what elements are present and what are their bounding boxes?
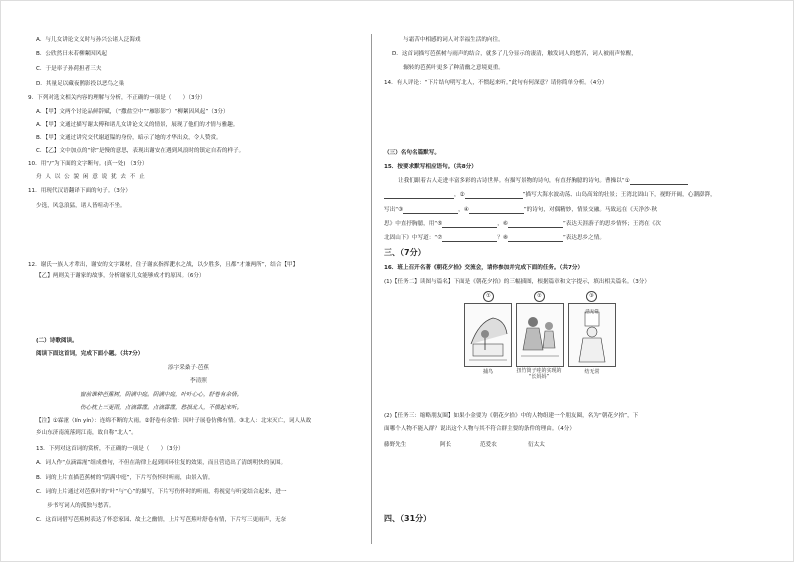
q16-stem: 16．班上召开名著《朝花夕拾》交流会，请你参加并完成下面的任务。（共7分） bbox=[384, 265, 584, 271]
q9-option-b: B．【甲】文通过讲究交代谢道韫的身份，暗示了她的才华出众，令人赞赏。 bbox=[36, 135, 222, 141]
q13-option-c-cont: 步书写词人的孤独与愁苦。 bbox=[36, 503, 115, 509]
blank-3[interactable] bbox=[403, 207, 458, 214]
poem-author: 李清照 bbox=[190, 378, 207, 384]
q15-text-10: 北固山下》中写道：“⑦ bbox=[384, 235, 443, 241]
card-3-caption: 结无常 bbox=[584, 369, 600, 375]
q16-task2-line2: 面哪个人物不能入群？说出这个人物与其不符合群主要的条件的理由。（4分） bbox=[384, 426, 575, 432]
blank-4[interactable] bbox=[469, 207, 524, 214]
q15-text-12: ”表达思乡之情。 bbox=[562, 235, 605, 241]
q13-option-c: C．词的上片通过对芭蕉叶的“叶”与“心”的描写，下片写伤怀时的听雨，将视觉与听觉结合起来，进一 bbox=[36, 489, 287, 495]
card-2-number: ② bbox=[534, 291, 545, 302]
q11-stem: 11．用现代汉语翻译下面的句子。（3分） bbox=[28, 188, 131, 194]
illustration-card-2 bbox=[516, 303, 564, 367]
note-line-1: 【注】①霖霪（lín yín）：连绵不断的大雨。②舒卷有余情：因叶子展卷仿佛有情。③北人：北宋灭亡，词人从故 bbox=[36, 418, 312, 424]
card-1-number: ① bbox=[483, 291, 494, 302]
note-line-2: 乡山东济南流落到江南，故自称“北人”。 bbox=[36, 430, 137, 436]
blank-5[interactable] bbox=[442, 221, 497, 228]
q10-text: 舟 人 以 公 貌 闲 意 说 犹 去 不 止 bbox=[36, 174, 146, 180]
q15-text-3: ”描写大海水波动荡、山岛高耸的壮景；王湾北固山下，视野开阔，心潮澎湃， bbox=[522, 192, 716, 198]
q15-text-4: 写出“③ bbox=[384, 207, 404, 213]
blank-8[interactable] bbox=[508, 235, 563, 242]
q10-stem: 10．用“/”为下面的文字断句。(真一处) （3分） bbox=[28, 161, 148, 167]
illustration-card-3 bbox=[568, 303, 616, 367]
q13-option-b: B．词的上片直描芭蕉树的“阴满中庭”，下片写伤怀时听雨，由景入情。 bbox=[36, 475, 214, 481]
q15-text-7: 思》中直抒胸臆，用“⑤ bbox=[384, 221, 443, 227]
card-2-caption: 扭竹筒子哇的实现的 “长妈妈” bbox=[516, 368, 562, 380]
blank-2[interactable] bbox=[465, 192, 523, 199]
q8-option-d: D．其量足以藏夜鹊影投以恶鸟之巢 bbox=[36, 81, 125, 87]
part4-title: 四、（31分） bbox=[384, 514, 432, 523]
blank-6[interactable] bbox=[508, 221, 563, 228]
q11-text: 少选，风急浪猛，诸人皆喧动不坐。 bbox=[36, 203, 126, 209]
bird-catching-illustration bbox=[465, 304, 511, 366]
section-dictation-title: （三）名句名篇默写。 bbox=[384, 150, 440, 156]
q16-task1: (1)【任务二】读图与篇名】下面是《朝花夕拾》的三幅插图，根据篇章和文字提示，填出相关篇名。（3分） bbox=[384, 279, 650, 285]
card-3-number: ③ bbox=[586, 291, 597, 302]
wuchang-sign: 活无常 bbox=[585, 310, 599, 315]
part3-title: 三、（7分） bbox=[384, 248, 426, 257]
q15-text-11: ？⑧ bbox=[497, 235, 508, 241]
q15-text-9: ”表达天涯游子的思乡情怀；王湾在《次 bbox=[562, 221, 661, 227]
q13-stem: 13．下列对这首词的赏析，不正确的一项是（ ）（3分） bbox=[36, 446, 184, 452]
column-divider bbox=[371, 34, 372, 544]
q9-option-a: A．【甲】文通过描写谢太傅和诸儿女讲论文义的情景，展现了他们的才情与雅趣。 bbox=[36, 122, 239, 128]
person-1: 藤野先生 bbox=[384, 442, 407, 448]
q15-line5 bbox=[384, 235, 605, 242]
q9-option-c: C．【乙】文中加点的“徐”是慢的意思，表现出谢安在遇到风浪时的镇定自若的样子。 bbox=[36, 148, 245, 154]
q15-text-2: ，② bbox=[454, 192, 465, 198]
q12-line1: 12．谢氏一族人才辈出，谢安的文字课材，住子谢玄指挥淝水之战，以少胜多，且都“才兼两所”，结合【甲】 bbox=[28, 262, 299, 268]
q8-option-a: A．与儿女讲论文义时与孙兴公诸人泛海戏 bbox=[36, 37, 141, 43]
section-poetry-instruction: 阅读下面这首词，完成下面小题。（共7分） bbox=[36, 351, 144, 357]
blank-1-cont[interactable] bbox=[384, 192, 454, 199]
card-1-caption: 捕鸟 bbox=[482, 369, 493, 375]
q15-text-1: 让我们跟着古人走进丰富多彩的古诗世界。有描写景物的诗句，有直抒胸臆的诗句。曹操以“① bbox=[398, 178, 630, 184]
q16-task2-line1: (2)【任务三：缩略朋友圈】如果小金要为《朝花夕拾》中的人物组建一个朋友圈，名为“朝花夕拾”，下 bbox=[384, 413, 639, 419]
q15-stem: 15．按要求默写相应语句。（共8分） bbox=[384, 164, 477, 170]
poem-line-1: 窗前谁种芭蕉树，阴满中庭。阴满中庭，叶叶心心，舒卷有余情。 bbox=[80, 392, 243, 398]
q9-option-a0: A．【甲】文两个讨论品鲜辞赋，（“撒盐空中”“雁影影”）“柳絮因风起”（3分） bbox=[36, 109, 229, 115]
q13-option-c-end: 与霜苦中相感的词人对幸福生活的向往。 bbox=[403, 37, 504, 43]
illustration-card-1 bbox=[464, 303, 512, 367]
poem-line-2: 伤心枕上三更雨，点滴霖霪。点滴霖霪，愁损北人，不惯起来听。 bbox=[80, 405, 243, 411]
q15-text-6: ”的诗句，对偶精妙，情景交融。马致远在《天净沙·秋 bbox=[523, 207, 658, 213]
q15-text-8: ，⑥ bbox=[497, 221, 508, 227]
q14-stem: 14．有人评论：“下片结句明写北人，不惯起来听。”此句有何深意？请你简单分析。（4分） bbox=[384, 80, 608, 86]
q15-line2 bbox=[384, 192, 716, 199]
q15-line1 bbox=[398, 178, 688, 185]
q15-line3 bbox=[384, 207, 657, 214]
person-4: 衍太太 bbox=[528, 442, 545, 448]
person-2: 阿长 bbox=[440, 442, 452, 448]
q9-stem: 9．下列对选文相关内容的理解与分析，不正确的一项是（ ）（3分） bbox=[28, 95, 206, 101]
long-mama-illustration bbox=[517, 304, 563, 366]
q13-option-d-line2: 辗转的芭蕉叶更多了种清幽之意境更重。 bbox=[392, 65, 504, 71]
q15-line4 bbox=[384, 221, 661, 228]
blank-1[interactable] bbox=[630, 178, 688, 185]
person-3: 范爱农 bbox=[480, 442, 497, 448]
q12-line2: 【乙】两则关于谢家的故事，分析谢家儿女能够成才的原因。（6分） bbox=[36, 273, 205, 279]
blank-7[interactable] bbox=[442, 235, 497, 242]
q8-option-b: B．公欣然曰未若柳絮因风起 bbox=[36, 51, 107, 57]
q15-text-5: ，④ bbox=[458, 207, 469, 213]
q13-option-a: A．词人作“点滴霖霪”组成叠句，不但在韵律上起到回环往复的效果，而且营造出了清朗明快的氛围。 bbox=[36, 460, 287, 466]
q13-option-d-line1: D．这首词描写芭蕉树与雨声的结合，就多了几分显示的凄清，触发词人的愁苦，词人被雨声惊醒， bbox=[392, 51, 637, 57]
q8-option-c: C．于是率子孙荷担者三夫 bbox=[36, 66, 102, 72]
section-poetry-title: (二）诗歌阅读。 bbox=[36, 338, 78, 344]
poem-title: 添字采桑子·芭蕉 bbox=[168, 365, 209, 371]
q13-option-d: C．这首词借写芭蕉树表达了怀恋家园、故土之幽情，上片写芭蕉叶舒卷有情，下片写三更雨声，无奈 bbox=[36, 517, 287, 523]
